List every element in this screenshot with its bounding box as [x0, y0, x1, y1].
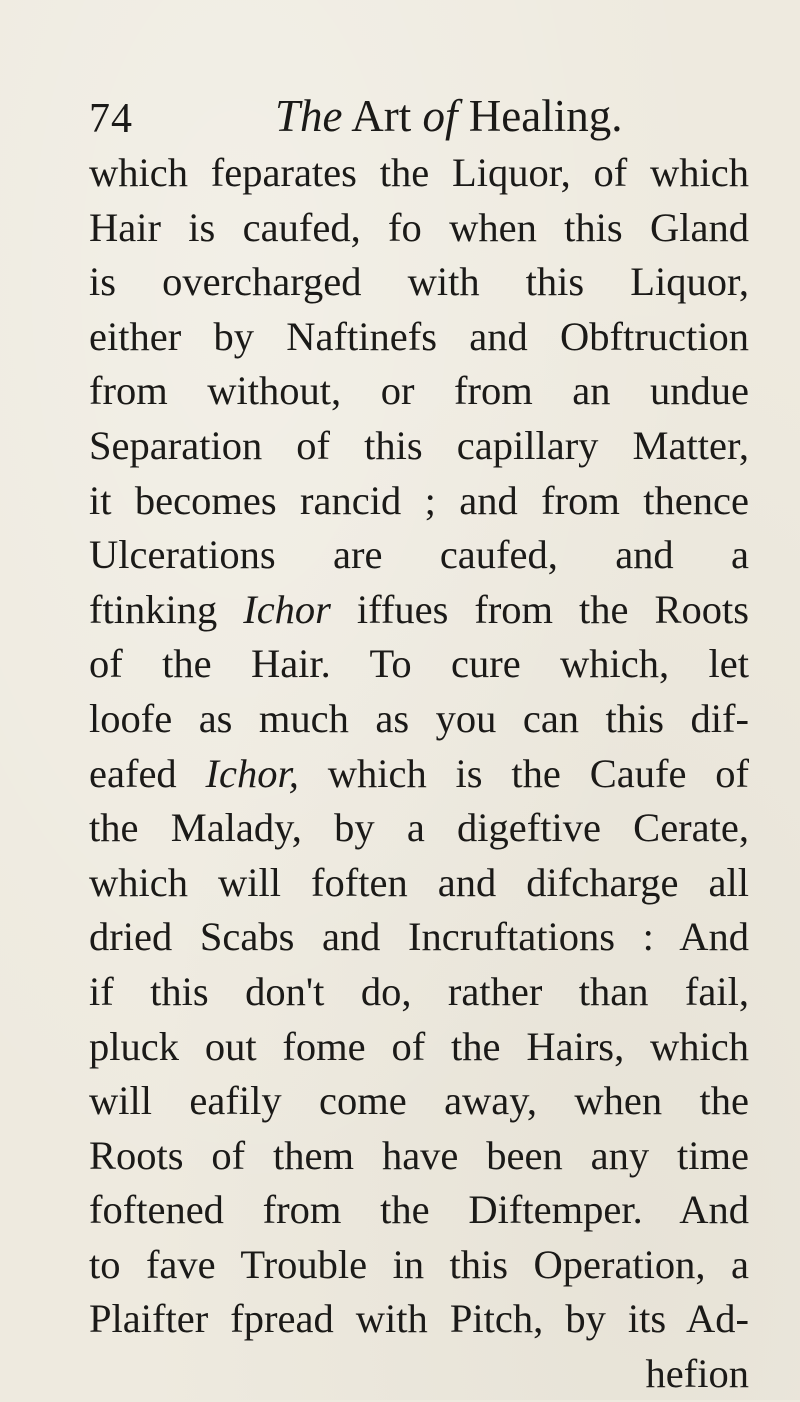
text-line: pluck out fome of the Hairs, which	[89, 1023, 749, 1069]
italic-word-ichor: Ichor,	[205, 750, 299, 796]
text-line	[89, 747, 749, 802]
catchword: hefion	[645, 1351, 749, 1397]
text-line: to fave Trouble in this Operation, a	[89, 1241, 749, 1287]
text-fragment: eafed	[89, 750, 206, 796]
text-line: of the Hair. To cure which, let	[89, 641, 749, 687]
text-line: if this don't do, rather than fail,	[89, 968, 749, 1014]
page-header	[89, 91, 749, 150]
running-title-healing: Healing.	[468, 91, 623, 141]
text-line	[89, 583, 749, 638]
running-title-of: of	[422, 91, 458, 141]
text-line: Roots of them have been any time	[89, 1132, 749, 1178]
text-line: is overcharged with this Liquor,	[89, 259, 749, 305]
text-line: which feparates the Liquor, of which	[89, 150, 749, 195]
running-title	[275, 91, 623, 141]
body-text	[89, 146, 749, 1402]
text-fragment: which is the Caufe of	[298, 750, 750, 796]
text-line: either by Naftinefs and Obftruction	[89, 313, 749, 359]
text-line: loofe as much as you can this dif-	[89, 695, 749, 741]
text-line: foftened from the Diftemper. And	[89, 1187, 749, 1233]
running-title-the: The	[275, 91, 343, 141]
text-line: which will foften and difcharge all	[89, 859, 749, 905]
text-line: Plaifter fpread with Pitch, by its Ad-	[89, 1296, 749, 1342]
text-line: the Malady, by a digeftive Cerate,	[89, 805, 749, 851]
italic-word-ichor: Ichor	[243, 586, 331, 632]
text-fragment: ftinking	[89, 586, 244, 632]
running-title-art: Art	[351, 91, 412, 141]
text-line: Hair is caufed, fo when this Gland	[89, 204, 749, 250]
text-line: Separation of this capillary Matter,	[89, 422, 749, 468]
page-number: 74	[89, 96, 133, 142]
text-line: will eafily come away, when the	[89, 1078, 749, 1124]
text-line: Ulcerations are caufed, and a	[89, 532, 749, 578]
text-fragment: iffues from the Roots	[330, 586, 749, 632]
text-line: dried Scabs and Incruftations : And	[89, 914, 749, 960]
text-line: from without, or from an undue	[89, 368, 749, 414]
text-line: it becomes rancid ; and from thence	[89, 477, 749, 523]
